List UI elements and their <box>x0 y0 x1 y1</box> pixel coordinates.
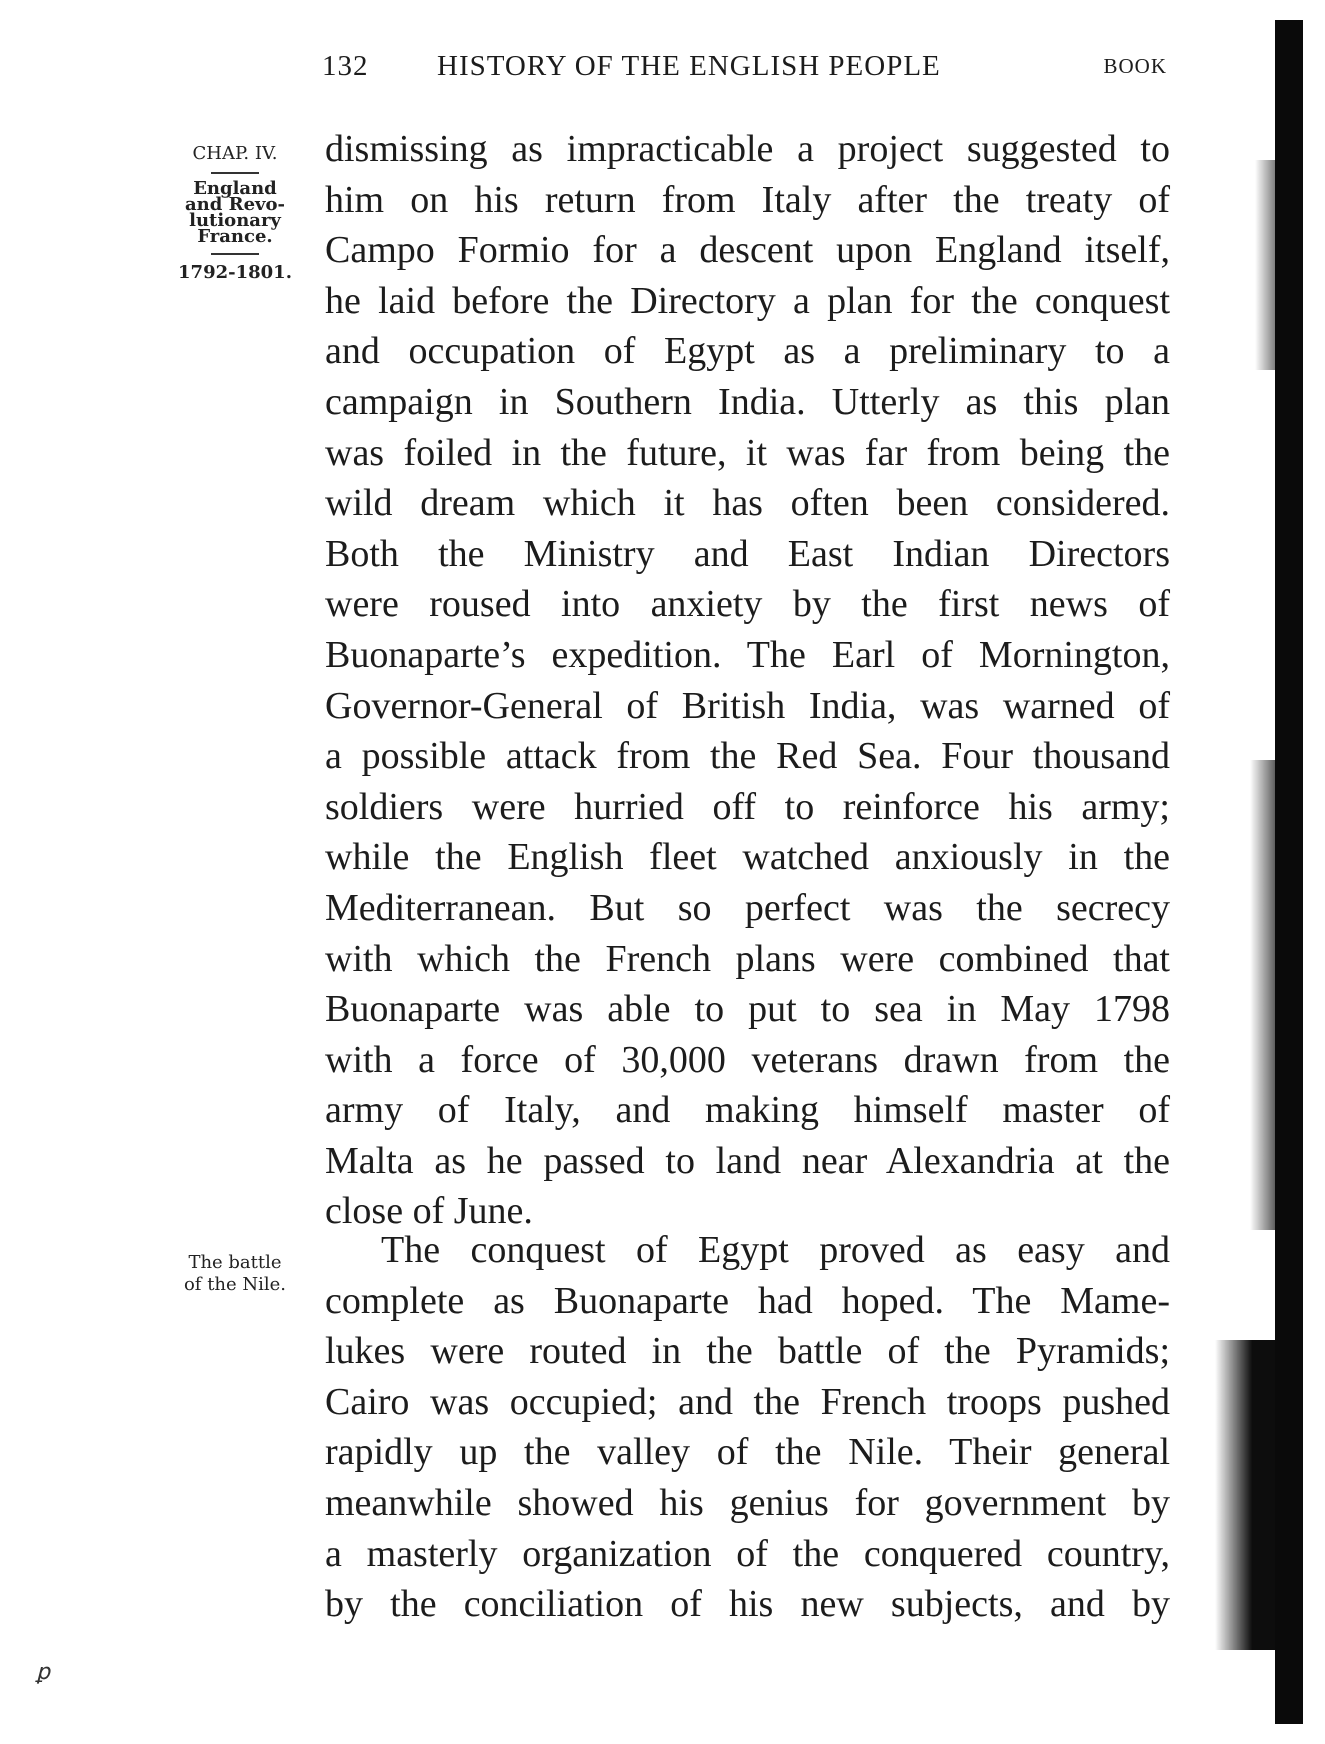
ink-mark: ꝑ <box>36 1660 50 1685</box>
running-header <box>322 44 1167 94</box>
margin-note-chapter <box>160 143 310 283</box>
scan-shadow <box>1215 1340 1277 1650</box>
text-line: complete as Buonaparte had hoped. The Mame- <box>325 1279 1170 1322</box>
text-line: army of Italy, and making himself master of <box>325 1089 1170 1132</box>
margin-rule <box>211 172 259 174</box>
text-line: rapidly up the valley of the Nile. Their general <box>325 1431 1170 1474</box>
page-number: 132 <box>322 50 369 82</box>
text-line: Campo Formio for a descent upon England itself, <box>325 229 1170 272</box>
text-line: close of June. <box>325 1190 533 1233</box>
text-line: Cairo was occupied; and the French troops pushed <box>325 1380 1170 1423</box>
scan-shadow <box>1250 760 1276 1230</box>
scan-shadow <box>1255 160 1277 370</box>
margin-rule <box>211 253 259 255</box>
text-line: Malta as he passed to land near Alexandria at the <box>325 1139 1170 1182</box>
text-line: he laid before the Directory a plan for the conquest <box>325 279 1170 322</box>
scan-binding-edge <box>1275 20 1303 1724</box>
text-line: while the English fleet watched anxiously in the <box>325 836 1170 879</box>
chapter-label: CHAP. IV. <box>192 143 278 164</box>
text-line: with which the French plans were combined that <box>325 937 1170 980</box>
text-line: The conquest of Egypt proved as easy and <box>381 1229 1170 1271</box>
text-line: dismissing as impracticable a project suggested to <box>325 128 1170 170</box>
text-line: meanwhile showed his genius for government by <box>325 1481 1170 1524</box>
text-line: and occupation of Egypt as a preliminary to a <box>325 330 1170 373</box>
text-line: a masterly organization of the conquered country, <box>325 1532 1170 1575</box>
nile-line: of the Nile. <box>183 1274 287 1295</box>
topic-line: and Revo- <box>185 194 285 215</box>
text-line: soldiers were hurried off to reinforce his army; <box>325 785 1170 828</box>
text-line: were roused into anxiety by the first news of <box>325 583 1170 626</box>
text-line: by the conciliation of his new subjects, and by <box>325 1583 1170 1626</box>
text-line: Buonaparte’s expedition. The Earl of Mornington, <box>325 633 1170 676</box>
text-line: campaign in Southern India. Utterly as this plan <box>325 380 1170 423</box>
topic-line: England <box>193 178 277 199</box>
running-title: HISTORY OF THE ENGLISH PEOPLE <box>437 50 941 82</box>
book-label: BOOK <box>1103 54 1167 78</box>
paragraph-1 <box>325 124 1170 1237</box>
text-line: Both the Ministry and East Indian Directors <box>325 532 1170 575</box>
text-line: was foiled in the future, it was far from being the <box>325 431 1170 474</box>
topic-line: lutionary <box>189 210 281 231</box>
text-line: Governor-General of British India, was warned of <box>325 684 1170 727</box>
text-line: a possible attack from the Red Sea. Four thousand <box>325 735 1170 778</box>
text-line: him on his return from Italy after the treaty of <box>325 178 1170 221</box>
text-line: lukes were routed in the battle of the Pyramids; <box>325 1330 1170 1373</box>
topic-line: France. <box>197 226 273 247</box>
paragraph-2 <box>325 1225 1170 1630</box>
text-line: with a force of 30,000 veterans drawn from the <box>325 1038 1170 1081</box>
nile-line: The battle <box>188 1252 282 1273</box>
margin-years: 1792-1801. <box>178 262 292 283</box>
text-line: Buonaparte was able to put to sea in May 1798 <box>325 988 1170 1031</box>
margin-topic <box>160 178 310 247</box>
text-line: Mediterranean. But so perfect was the secrecy <box>325 886 1170 929</box>
text-line: wild dream which it has often been considered. <box>325 482 1170 525</box>
margin-note-nile <box>160 1252 310 1296</box>
